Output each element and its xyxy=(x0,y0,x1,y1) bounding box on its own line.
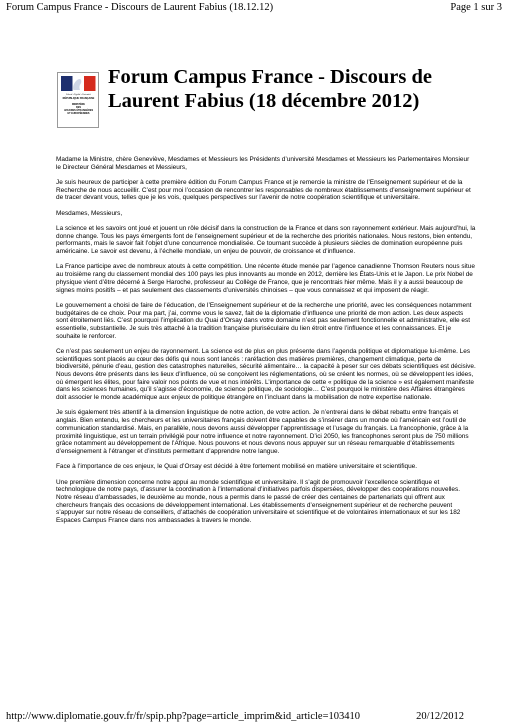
footer-url: http://www.diplomatie.gouv.fr/fr/spip.php?page=article_imprim&id_article=103410 xyxy=(6,711,360,722)
page-title: Forum Campus France - Discours de Laurent Fabius (18 décembre 2012) xyxy=(108,66,432,112)
ministry-logo xyxy=(57,72,99,128)
logo-ministry-line: DES xyxy=(76,106,81,109)
paragraph: Face à l’importance de ces enjeux, le Quai d’Orsay est décidé à être fortement mobilisé en matière universitaire et scientifique. xyxy=(56,463,418,471)
paragraph: Madame la Ministre, chère Geneviève, Mesdames et Messieurs les Présidents d’université Mesdames et Messieurs les Parlementaires Monsieur le Directeur Général Mesdames et Messieurs, xyxy=(56,156,470,171)
paragraph: Je suis également très attentif à la dimension linguistique de notre action, de votre action. Je n’entrerai dans le débat rebattu entre français et anglais. Bien entendu, les chercheurs et les universitaires français doivent être capables de s’insérer dans un monde où l’américain est l’outil de communication standardisé. Mais, en parallèle, nous devons aussi développer l’apprentissage et l’usage du français. La francophonie, grâce à la proximité linguistique, est un terrain privilégié pour notre influence et notre rayonnement. D’ici 2050, les francophones seront plus de 750 millions grâce notamment au développement de l’Afrique. Nous pouvons et nous devons nous appuyer sur un réseau remarquable d’établissements d’enseignement à l’étranger et d’instituts permettant d’apprendre notre langue. xyxy=(56,409,469,455)
paragraph: La France participe avec de nombreux atouts à cette compétition. Une récente étude menée par l’agence canadienne Thomson Reuters nous situe au troisième rang du classement mondial des 100 pays les plus innovants au monde en 2012, derrière les États-Unis et le Japon. Le prix Nobel de physique vient d’être décerné à Serge Haroche, professeur au Collège de France, que je rencontrais hier même. Mais il y a aussi beaucoup de signes moins positifs – et pas seulement des classements d’universités chinoises – que vous connaissez et qui imposent de réagir. xyxy=(56,263,475,294)
logo-ministry-line: AFFAIRES ÉTRANGÈRES xyxy=(63,109,94,112)
logo-ministry-line: ET EUROPÉENNES xyxy=(67,112,90,115)
marianne-flag-icon xyxy=(58,73,99,128)
logo-ministry-line: MINISTÈRE xyxy=(71,103,86,106)
footer-date: 20/12/2012 xyxy=(416,711,464,722)
paragraph: Ce n’est pas seulement un enjeu de rayonnement. La science est de plus en plus présente dans l’agenda politique et diplomatique lui-même. Les scientifiques sont placés au cœur des défis qui nous sont lancés : raréfaction des matières premières, changement climatique, perte de biodiversité, pénurie d’eau, gestion des catastrophes naturelles, sécurité alimentaire… la capacité à peser sur ces débats scientifiques est décisive. Nous devons être présents dans les lieux d’influence, où se conçoivent les réglementations, où se créent les normes, où se développent les idées, où émergent les élites, pour faire valoir nos points de vue et nos intérêts. L’importance de cette « politique de la science » est également manifeste dans les sciences humaines, qu’il s’agisse d’économie, de science politique, de sociologie… C’est pourquoi le ministère des Affaires étrangères doit associer le monde académique aux enjeux de politique étrangère en l’incluant dans la mobilisation de notre expertise nationale. xyxy=(56,347,476,402)
page-number: Page 1 sur 3 xyxy=(450,2,502,13)
paragraph: Une première dimension concerne notre appui au monde scientifique et universitaire. Il s’agit de promouvoir l’excellence scientifique et technologique de notre pays, d’assurer la coordination à l’international d’initiatives parfois dispersées, développer des coopérations nouvelles. Notre réseau d’ambassades, le deuxième au monde, nous a permis dans le passé de créer des centaines de partenariats qui offrent aux chercheurs français des occasions de développement international. Les établissements d’enseignement supérieur et de recherche peuvent s’appuyer sur notre réseau de conseillers, d’attachés de coopération universitaire et scientifique et de volontaires internationaux et sur les 182 Espaces Campus France dans nos ambassades à travers le monde. xyxy=(56,478,461,525)
logo-motto: Liberté • Égalité • Fraternité xyxy=(66,94,91,96)
logo-republic: RÉPUBLIQUE FRANÇAISE xyxy=(62,97,95,100)
page-header-title: Forum Campus France - Discours de Laurent Fabius (18.12.12) xyxy=(6,2,274,13)
paragraph: Mesdames, Messieurs, xyxy=(56,209,123,217)
paragraph: Le gouvernement a choisi de faire de l’éducation, de l’Enseignement supérieur et de la recherche une priorité, avec les conséquences notamment budgétaires de ce choix. Pour ma part, j’ai, comme vous le savez, fait de la diplomatie d’influence une priorité de mon action. Les deux aspects sont étroitement liés. C’est pourquoi l’implication du Quai d’Orsay dans votre domaine n’est pas seulement fonctionnelle et administrative, elle est essentielle, substantielle. Je suis très attaché à la tradition française pluriséculaire du lien étroit entre l’influence et les connaissances. Et je souhaite le renforcer. xyxy=(56,301,472,340)
paragraph: La science et les savoirs ont joué et jouent un rôle décisif dans la construction de la France et dans son rayonnement extérieur. Mais aujourd’hui, la donne change. Tous les pays émergents font de l’enseignement supérieur et de la recherche des priorités nationales. Nous restons, bien entendu, performants, mais le savoir fait l’objet d’une concurrence mondialisée. Ce tournant succède à plusieurs siècles de domination européenne puis américaine. Le savoir est devenu, à l’échelle mondiale, un enjeu de pouvoir, de croissance et d’influence. xyxy=(56,225,476,256)
paragraph: Je suis heureux de participer à cette première édition du Forum Campus France et je remercie la ministre de l’Enseignement supérieur et de la Recherche de nous accueillir. C’est pour moi l’occasion de rencontrer les responsables de nombreux établissements d’enseignement supérieur et de tracer devant vous, telles que je les vois, quelques perspectives sur l’avenir de notre coopération scientifique et universitaire. xyxy=(56,179,471,202)
speech-body xyxy=(56,156,476,532)
